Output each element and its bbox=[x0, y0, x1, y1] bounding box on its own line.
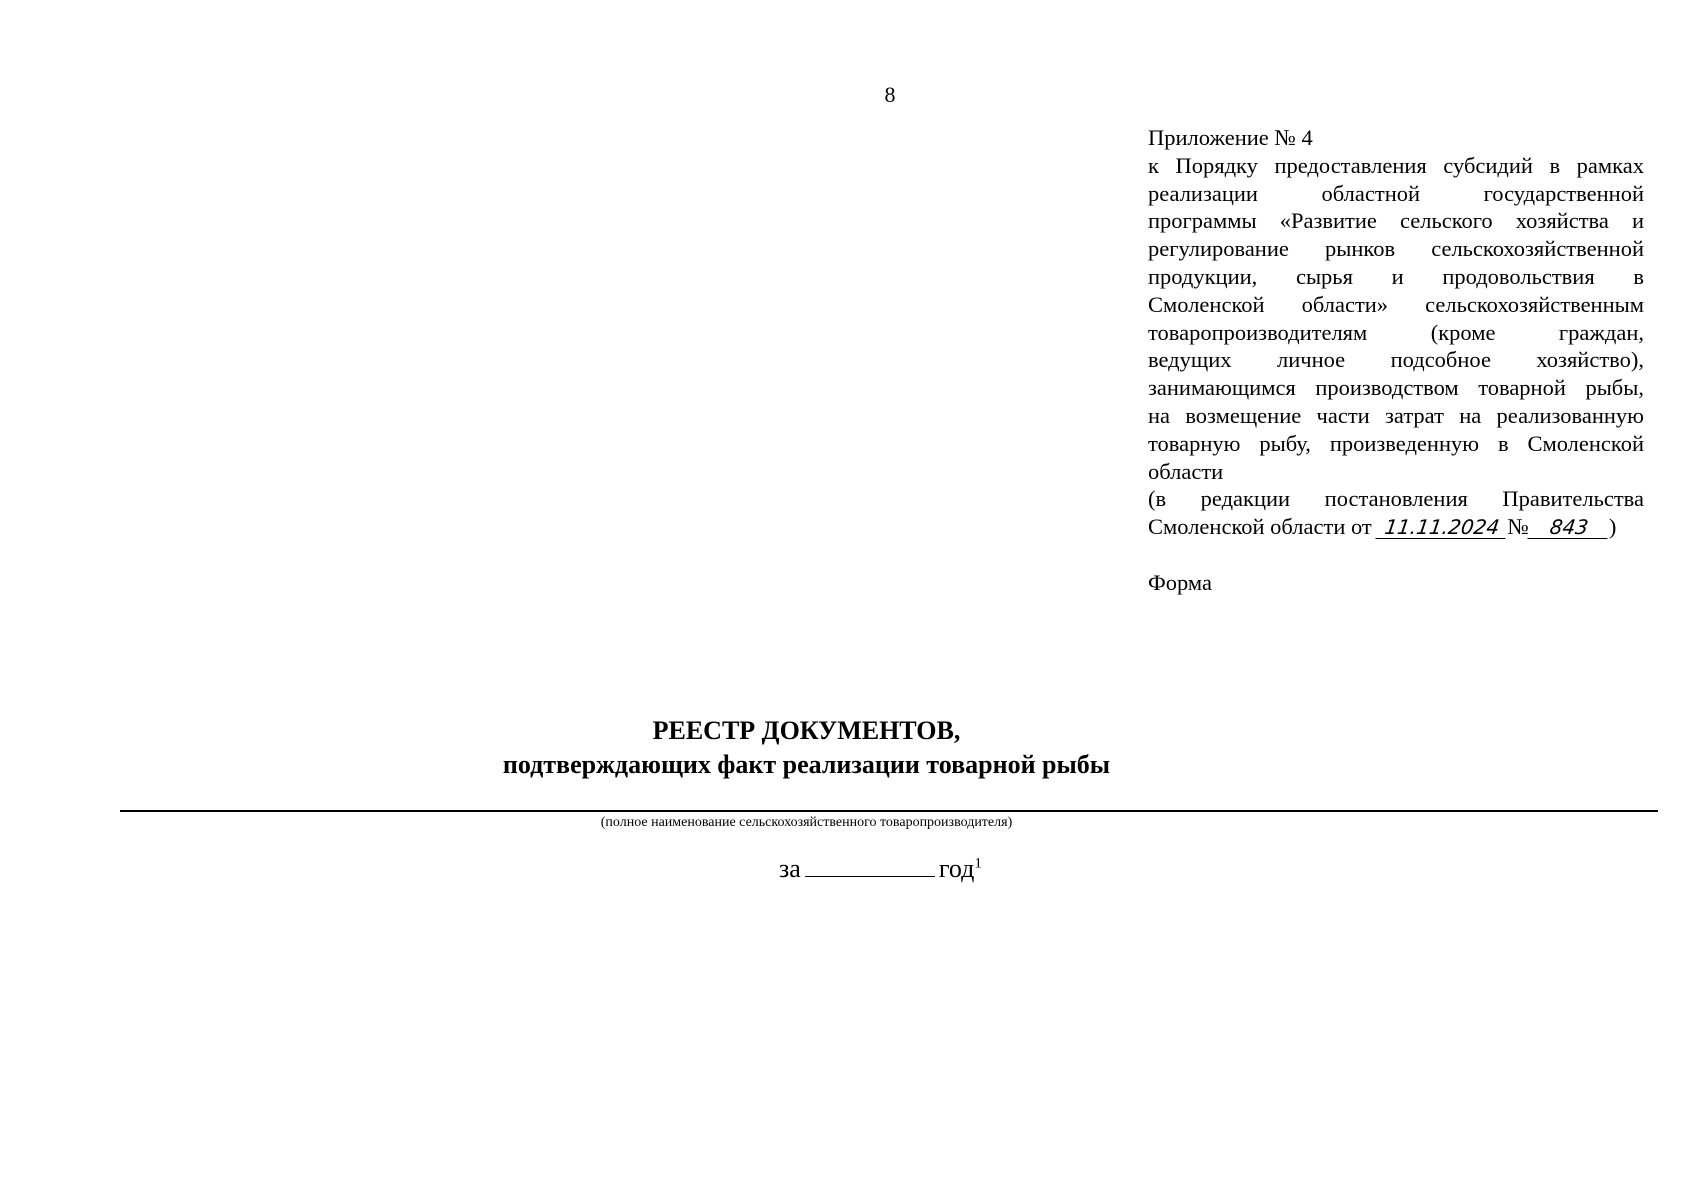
appendix-text-line: товаропроизводителям (кроме граждан, bbox=[1148, 319, 1644, 345]
year-row bbox=[779, 852, 982, 884]
footnote-marker: 1 bbox=[974, 855, 982, 872]
amendment-prefix: Смоленской области от bbox=[1148, 514, 1372, 540]
appendix-text-line: области bbox=[1148, 458, 1224, 484]
appendix-text-line: (в редакции постановления Правительства bbox=[1148, 486, 1644, 512]
year-prefix: за bbox=[779, 854, 801, 883]
appendix-text-line: реализации областной государственной bbox=[1148, 180, 1644, 206]
handwritten-number: 843 bbox=[1527, 516, 1610, 539]
appendix-text-line: к Порядку предоставления субсидий в рамках bbox=[1148, 152, 1644, 178]
year-suffix: год bbox=[938, 854, 975, 883]
producer-name-line bbox=[120, 810, 1658, 812]
page-number: 8 bbox=[884, 82, 896, 107]
appendix-text-line: товарную рыбу, произведенную в Смоленской bbox=[1148, 430, 1644, 456]
appendix-text-line: программы «Развитие сельского хозяйства и bbox=[1148, 208, 1644, 234]
appendix-text-line: регулирование рынков сельскохозяйственной bbox=[1148, 236, 1644, 262]
handwritten-date: 11.11.2024 bbox=[1376, 516, 1509, 539]
appendix-block bbox=[1148, 124, 1644, 541]
appendix-text-line: Смоленской области» сельскохозяйственным bbox=[1148, 291, 1644, 317]
appendix-title: Приложение № 4 bbox=[1148, 125, 1313, 150]
appendix-text-line: продукции, сырья и продовольствия в bbox=[1148, 263, 1644, 289]
appendix-text-line: ведущих личное подсобное хозяйство), bbox=[1148, 347, 1644, 373]
year-blank-field bbox=[805, 852, 935, 877]
number-sign: № bbox=[1507, 514, 1529, 540]
form-label: Форма bbox=[1148, 570, 1213, 595]
appendix-text-line: занимающимся производством товарной рыбы, bbox=[1148, 375, 1644, 401]
document-title: РЕЕСТР ДОКУМЕНТОВ, bbox=[652, 716, 961, 745]
producer-name-caption: (полное наименование сельскохозяйственного товаропроизводителя) bbox=[600, 815, 1013, 830]
document-subtitle: подтверждающих факт реализации товарной рыбы bbox=[502, 750, 1111, 779]
appendix-text-line: на возмещение части затрат на реализованную bbox=[1148, 402, 1644, 428]
amendment-line bbox=[1148, 513, 1644, 541]
amendment-suffix: ) bbox=[1608, 514, 1617, 540]
